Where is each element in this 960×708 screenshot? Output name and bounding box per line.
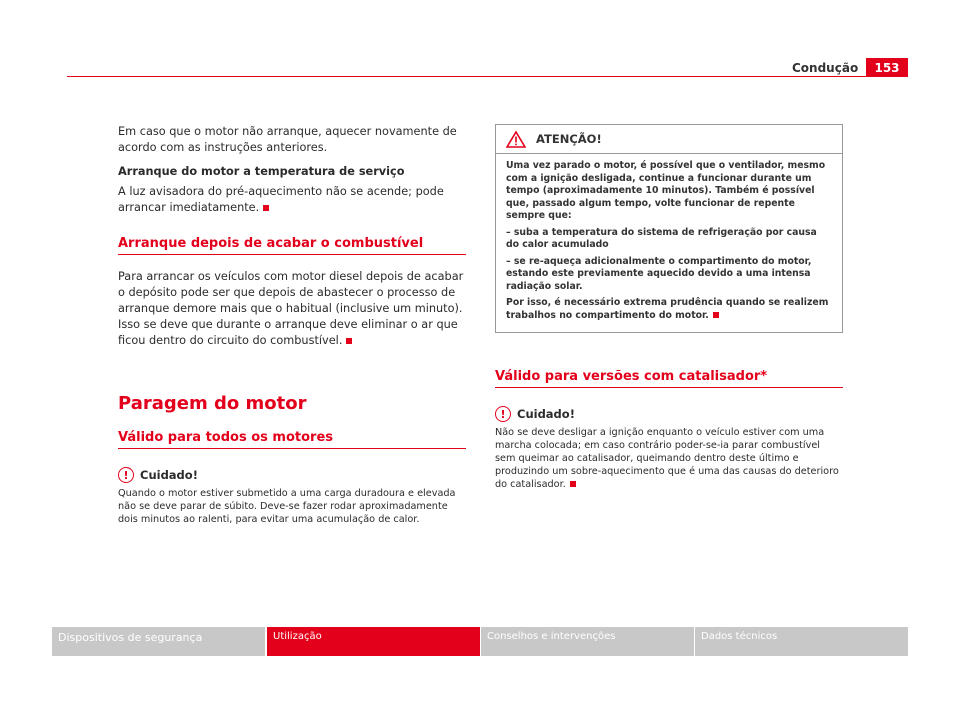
warning-paragraph: – se re-aqueça adicionalmente o compartimento do motor, estando este previamente aquecido devido a uma intensa radiação solar. bbox=[506, 255, 812, 292]
header-rule bbox=[67, 76, 908, 77]
end-mark-icon bbox=[713, 312, 719, 318]
end-mark-icon bbox=[263, 205, 269, 211]
page-number: 153 bbox=[866, 58, 908, 77]
section-heading-fuel: Arranque depois de acabar o combustível bbox=[118, 236, 466, 255]
footer-tab-technical[interactable]: Dados técnicos bbox=[695, 627, 908, 656]
caution-title: Cuidado! bbox=[140, 468, 198, 482]
section-heading-all-engines: Válido para todos os motores bbox=[118, 430, 466, 449]
warning-paragraph: Uma vez parado o motor, é possível que o ventilador, mesmo com a ignição desligada, continue a funcionar durante um tempo (aproximadamente 10 minutos). Também é possível que, passado algum tempo, volte funcionar de repente sempre que: bbox=[506, 160, 826, 221]
fuel-text: Para arrancar os veículos com motor diesel depois de acabar o depósito pode ser que depois de abastecer o processo de arranque demore mais que o habitual (inclusive um minuto). Isso se deve que durante o arranque deve eliminar o ar que ficou dentro do circuito do combustível. bbox=[118, 270, 464, 347]
left-column bbox=[118, 124, 466, 526]
warning-box bbox=[495, 124, 843, 333]
warning-paragraph: Por isso, é necessário extrema prudência quando se realizem trabalhos no compartimento do motor. bbox=[506, 297, 829, 321]
intro-text: Em caso que o motor não arranque, aquecer novamente de acordo com as instruções anteriores. bbox=[118, 125, 457, 154]
right-column bbox=[495, 124, 843, 491]
chapter-heading: Paragem do motor bbox=[118, 393, 307, 414]
warm-start-subheading: Arranque do motor a temperatura de serviço bbox=[118, 165, 405, 178]
warning-paragraph: – suba a temperatura do sistema de refrigeração por causa do calor acumulado bbox=[506, 226, 817, 250]
caution-title: Cuidado! bbox=[517, 407, 575, 421]
section-heading-catalyst: Válido para versões com catalisador* bbox=[495, 369, 843, 388]
caution-text: Não se deve desligar a ignição enquanto o veículo estiver com uma marcha colocada; em caso contrário poder-se-ia parar combustível sem queimar ao catalisador, queimando dentro deste último e produzindo um sobre-aquecimento que é uma das causas do deterioro do catalisador. bbox=[495, 427, 839, 490]
caution-block-left bbox=[118, 467, 466, 526]
warning-triangle-icon bbox=[506, 131, 526, 148]
end-mark-icon bbox=[570, 481, 576, 487]
footer-tab-safety[interactable]: Dispositivos de segurança bbox=[52, 627, 265, 656]
caution-icon: ! bbox=[495, 406, 511, 422]
caution-text: Quando o motor estiver submetido a uma carga duradoura e elevada não se deve parar de súbito. Deve-se fazer rodar aproximadamente dois minutos ao ralenti, para evitar uma acumulação de calor. bbox=[118, 488, 456, 525]
end-mark-icon bbox=[346, 338, 352, 344]
footer-tab-usage[interactable]: Utilização bbox=[267, 627, 480, 656]
caution-icon: ! bbox=[118, 467, 134, 483]
warm-start-text: A luz avisadora do pré-aquecimento não se acende; pode arrancar imediatamente. bbox=[118, 185, 444, 214]
caution-block-right bbox=[495, 406, 843, 491]
page-title: Condução bbox=[792, 61, 859, 75]
footer-tab-maintenance[interactable]: Conselhos e intervenções bbox=[481, 627, 694, 656]
warning-title: ATENÇÃO! bbox=[536, 132, 602, 146]
